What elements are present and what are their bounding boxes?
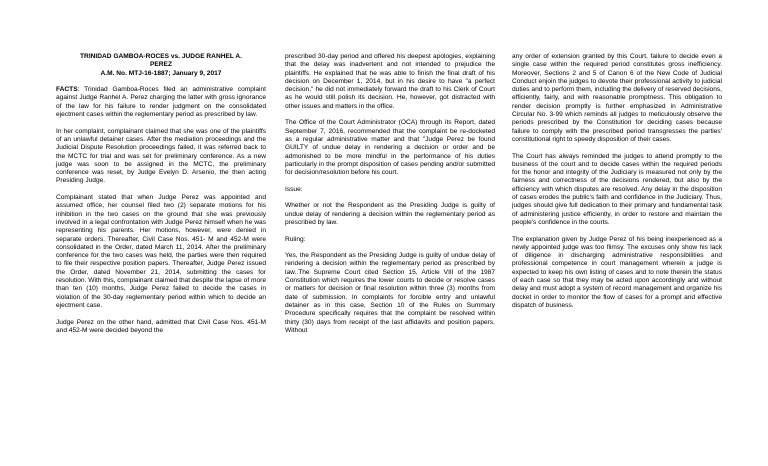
- facts-label: FACTS: [56, 86, 78, 94]
- case-citation: A.M. No. MTJ-16-1887; January 9, 2017: [100, 69, 222, 77]
- case-title-line-2: PEREZ: [150, 61, 172, 69]
- column-1: [56, 53, 266, 343]
- ruling-heading: Ruling:: [285, 235, 306, 243]
- ruling-text: Yes, the Respondent as the Presiding Judge is guilty of undue delay of rendering a decision within the reglementary period as prescribed by law..The Supreme Court cited Section 15, Article VIII of the 1987 Constitution which requires the lower courts to decide or resolve cases or matters for decision or final resolution within three (3) months from date of submission. In complaints for forcible entry and unlawful detainer as in this case, Section 10 of the Rules on Summary Procedure specifically requires that the complaint be resolved within thirty (30) days from receipt of the last affidavits and position papers. Without: [285, 252, 495, 334]
- column-2: [285, 53, 495, 343]
- column-3: [512, 53, 722, 319]
- case-title: [56, 53, 266, 78]
- paragraph: The Court has always reminded the judges to attend promptly to the business of the court and to decide cases within the required periods for the honor and integrity of the Judiciary is measured not only by the fairness and correctness of the decisions rendered, but also by the efficiency with which disputes are resolved. Any delay in the disposition of cases erodes the public's faith and confidence in the Judiciary. Thus, judges should give full dedication to their primary and fundamental task of administering justice efficiently, in order to restore and maintain the people's confidence in the courts.: [512, 152, 722, 226]
- paragraph: In her complaint, complainant claimed that she was one of the plaintiffs of an unlawful detainer cases. After the mediation proceedings and the Judicial Dispute Resolution proceedings failed, it was referred back to the MCTC for trial and was set for preliminary conference. As a new judge was soon to be assigned in the MCTC, the preliminary conference was reset, by Judge Evelyn D. Arsenio, the then acting Presiding Judge.: [56, 127, 266, 185]
- issue-heading: Issue:: [285, 185, 303, 193]
- case-title-line-1: TRINIDAD GAMBOA-ROCES vs. JUDGE RANHEL A.: [80, 53, 242, 60]
- paragraph: prescribed 30-day period and offered his deepest apologies, explaining that the delay was inadvertent and not intended to prejudice the plaintiffs. He explained that he was able to finish the final draft of his decision on December 1, 2014, but in his desire to have "a perfect decision," he did not immediately forward the draft to his Clerk of Court as he would still polish its decision. He, however, got distracted with other issues and matters in the office.: [285, 53, 495, 110]
- paragraph: any order of extension granted by this Court, failure to decide even a single case within the required period constitutes gross inefficiency. Moreover, Sections 2 and 5 of Canon 6 of the New Code of Judicial Conduct enjoin the judges to devote their professional activity to judicial duties and to perform them, including the delivery of reserved decisions, efficiently, fairly, and with reasonable promptness. This obligation to render decision promptly is further emphasized in Administrative Circular No. 3-99 which reminds all judges to meticulously observe the periods prescribed by the Constitution for deciding cases because failure to comply with the prescribed period transgresses the parties' constitutional right to speedy disposition of their cases.: [512, 53, 723, 143]
- paragraph: The explanation given by Judge Perez of his being inexperienced as a newly appointed judge was too flimsy. The excuses only show his lack of diligence in discharging administrative responsibilities and professional competence in court management wherein a judge is expected to keep his own listing of cases and to note therein the status of each case so that they may be acted upon accordingly and without delay and must adopt a system of record management and organize his docket in order to monitor the flow of cases for a prompt and effective dispatch of business.: [512, 235, 722, 309]
- facts-paragraph: [56, 86, 266, 119]
- paragraph: Complainant stated that when Judge Perez was appointed and assumed office, her counsel filed two (2) separate motions for his inhibition in the two cases on the ground that she was previously involved in a legal confrontation with Judge Perez himself when he was representing his parents. Her motions, however, were denied in separate orders. Thereafter, Civil Case Nos. 451- M and 452-M were consolidated in the Order, dated March 11, 2014. After the preliminary conference for the two cases was held, the parties were then required to file their respective position papers. Thereafter, Judge Perez issued the Order, dated November 21, 2014, submitting the cases for resolution. With this, complainant claimed that despite the lapse of more than ten (10) months, Judge Perez failed to decide the cases in violation of the 30-day reglementary period within which to decide an ejectment case.: [56, 194, 267, 309]
- paragraph: Judge Perez on the other hand, admitted that Civil Case Nos. 451-M and 452-M were decided beyond the: [56, 318, 266, 334]
- paragraph: The Office of the Court Administrator (OCA) through its Report, dated September 7, 2016, recommended that the complaint be re-docketed as a regular administrative matter and that "Judge Perez be found GUILTY of undue delay in rendering a decision or order and be admonished to be more mindful in the performance of his duties particularly in the prompt disposition of cases pending and/or submitted for decision/resolution before his court.: [285, 119, 495, 177]
- issue-text: Whether or not the Respondent as the Presiding Judge is guilty of undue delay of rendering a decision within the reglementary period as prescribed by law.: [285, 202, 495, 226]
- facts-text: : Trinidad Gamboa-Roces filed an administrative complaint against Judge Ranhel A. Perez charging the latter with gross ignorance of the law for his failure to render judgment on the consolidated ejectment cases within the reglementary period as prescribed by law.: [56, 86, 266, 119]
